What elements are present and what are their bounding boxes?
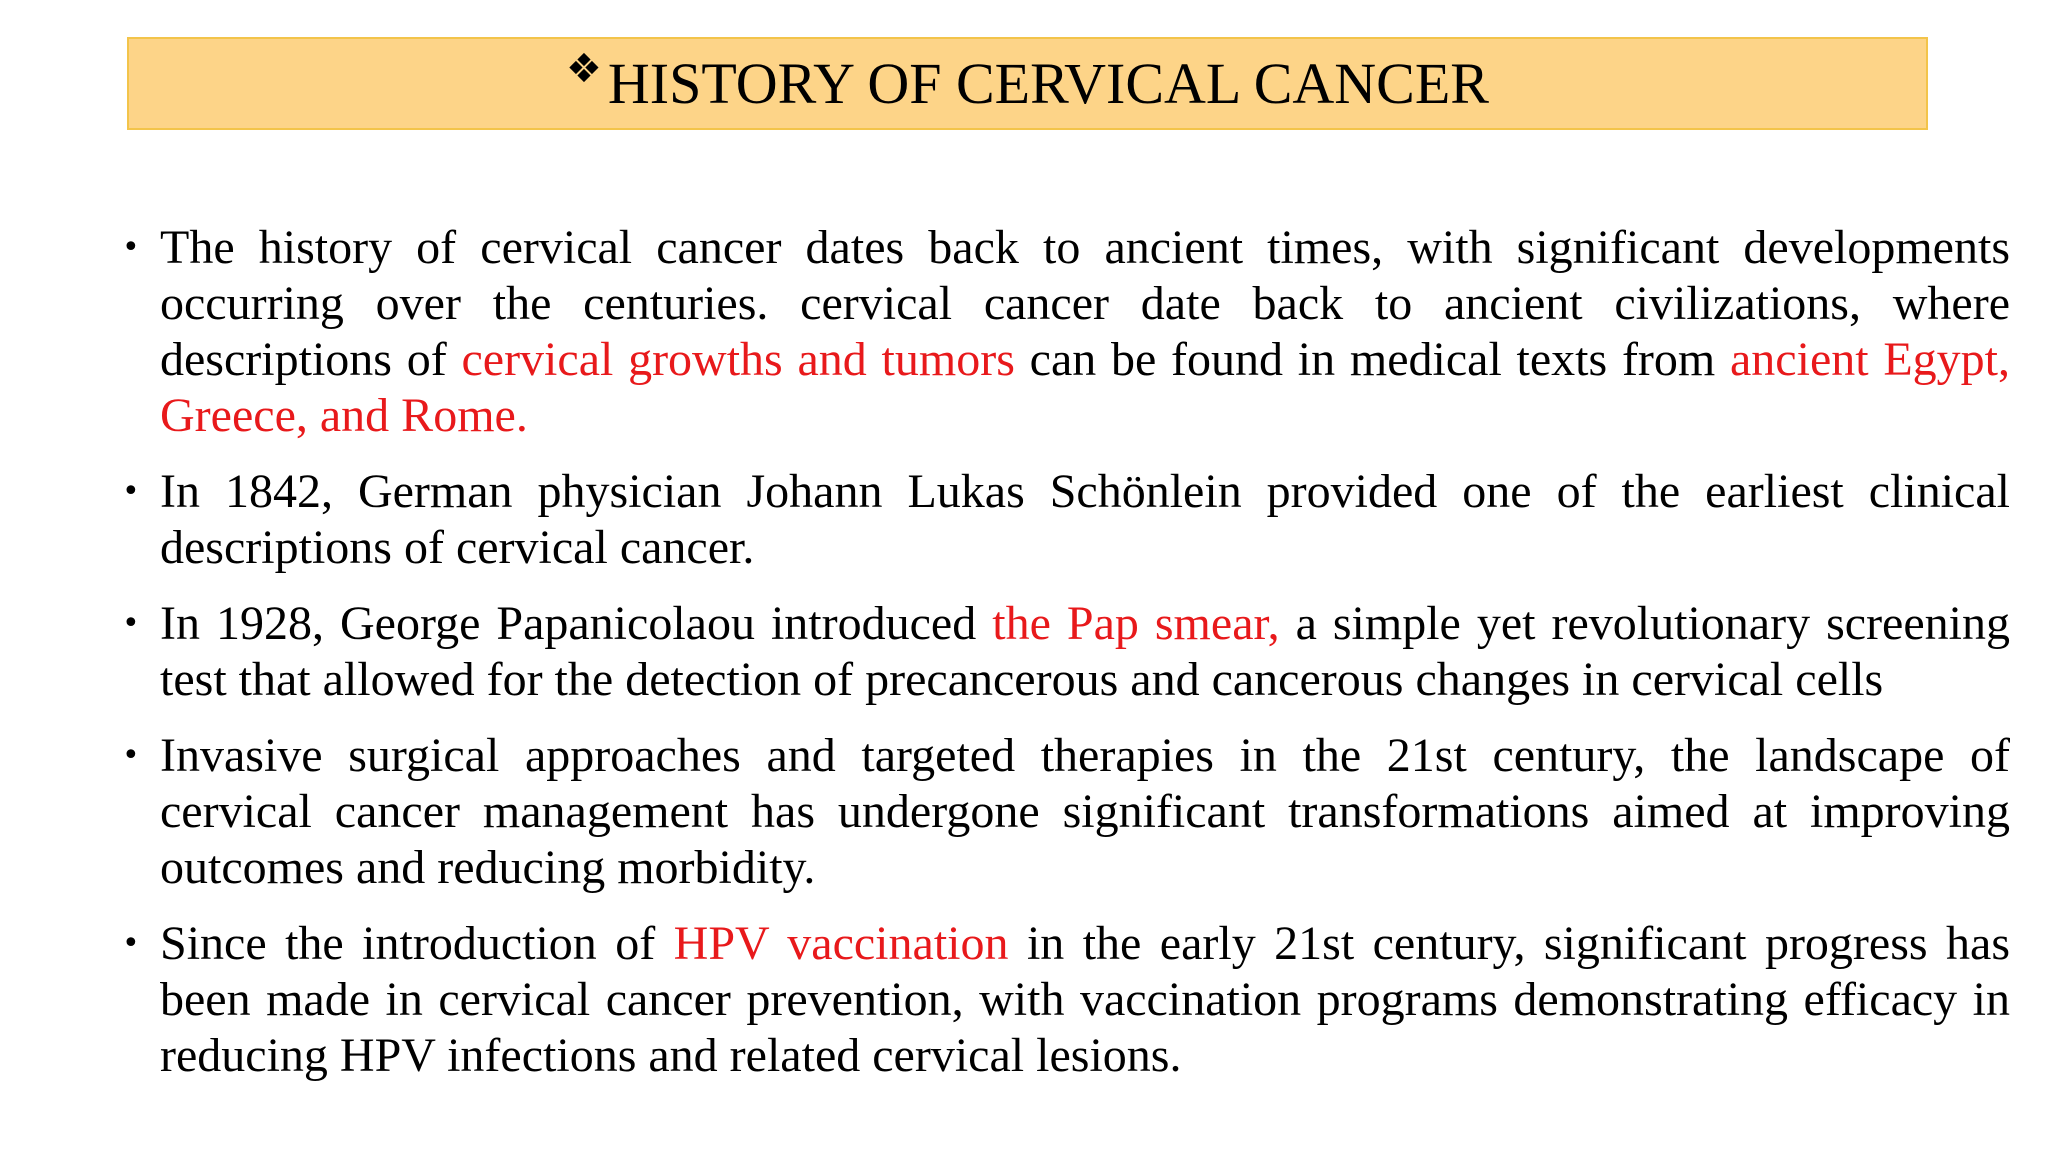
- title-banner: [127, 37, 1928, 130]
- bullet-text: a simple yet revolutionary screening test that allowed for the detection of precancerous and cancerous changes in cervical cells: [160, 597, 2010, 706]
- bullet-text: The history of cervical cancer dates back to ancient times, with significant developments occurring over the centuries. cervical cancer date back to ancient civilizations, where descriptions of: [160, 221, 2010, 386]
- bullet-dot-icon: •: [122, 926, 140, 961]
- diamond-bullet-icon: ❖: [566, 45, 602, 92]
- bullet-hpv-vaccination: [118, 916, 2010, 1084]
- bullet-dot-icon: •: [122, 738, 140, 773]
- bullet-1842: [118, 464, 2010, 576]
- bullet-text: Since the introduction of: [160, 917, 674, 970]
- bullet-21st-century-management: [118, 728, 2010, 896]
- highlight-text: HPV vaccination: [673, 917, 1009, 970]
- page-title: [566, 45, 1489, 116]
- bullet-text: Invasive surgical approaches and targeted therapies in the 21st century, the landscape of cervical cancer management has undergone significant transformations aimed at improving outcomes and reducing morbidity.: [160, 729, 2010, 894]
- bullet-text: In 1842, German physician Johann Lukas Schönlein provided one of the earliest clinical descriptions of cervical cancer.: [160, 465, 2010, 574]
- highlight-text: ancient Egypt, Greece, and Rome.: [160, 333, 2010, 442]
- bullet-dot-icon: •: [122, 230, 140, 265]
- highlight-text: the Pap smear,: [992, 597, 1280, 650]
- bullet-text: in the early 21st century, significant progress has been made in cervical cancer prevention, with vaccination programs demonstrating efficacy in reducing HPV infections and related cervical lesions.: [160, 917, 2010, 1082]
- bullet-list: [118, 220, 2010, 1104]
- bullet-dot-icon: •: [122, 606, 140, 641]
- bullet-1928: [118, 596, 2010, 708]
- bullet-text: In 1928, George Papanicolaou introduced: [160, 597, 993, 650]
- bullet-dot-icon: •: [122, 474, 140, 509]
- page-title-text: HISTORY OF CERVICAL CANCER: [607, 50, 1489, 116]
- highlight-text: cervical growths and tumors: [461, 333, 1015, 386]
- bullet-ancient-history: [118, 220, 2010, 444]
- bullet-text: can be found in medical texts from: [1014, 333, 1730, 386]
